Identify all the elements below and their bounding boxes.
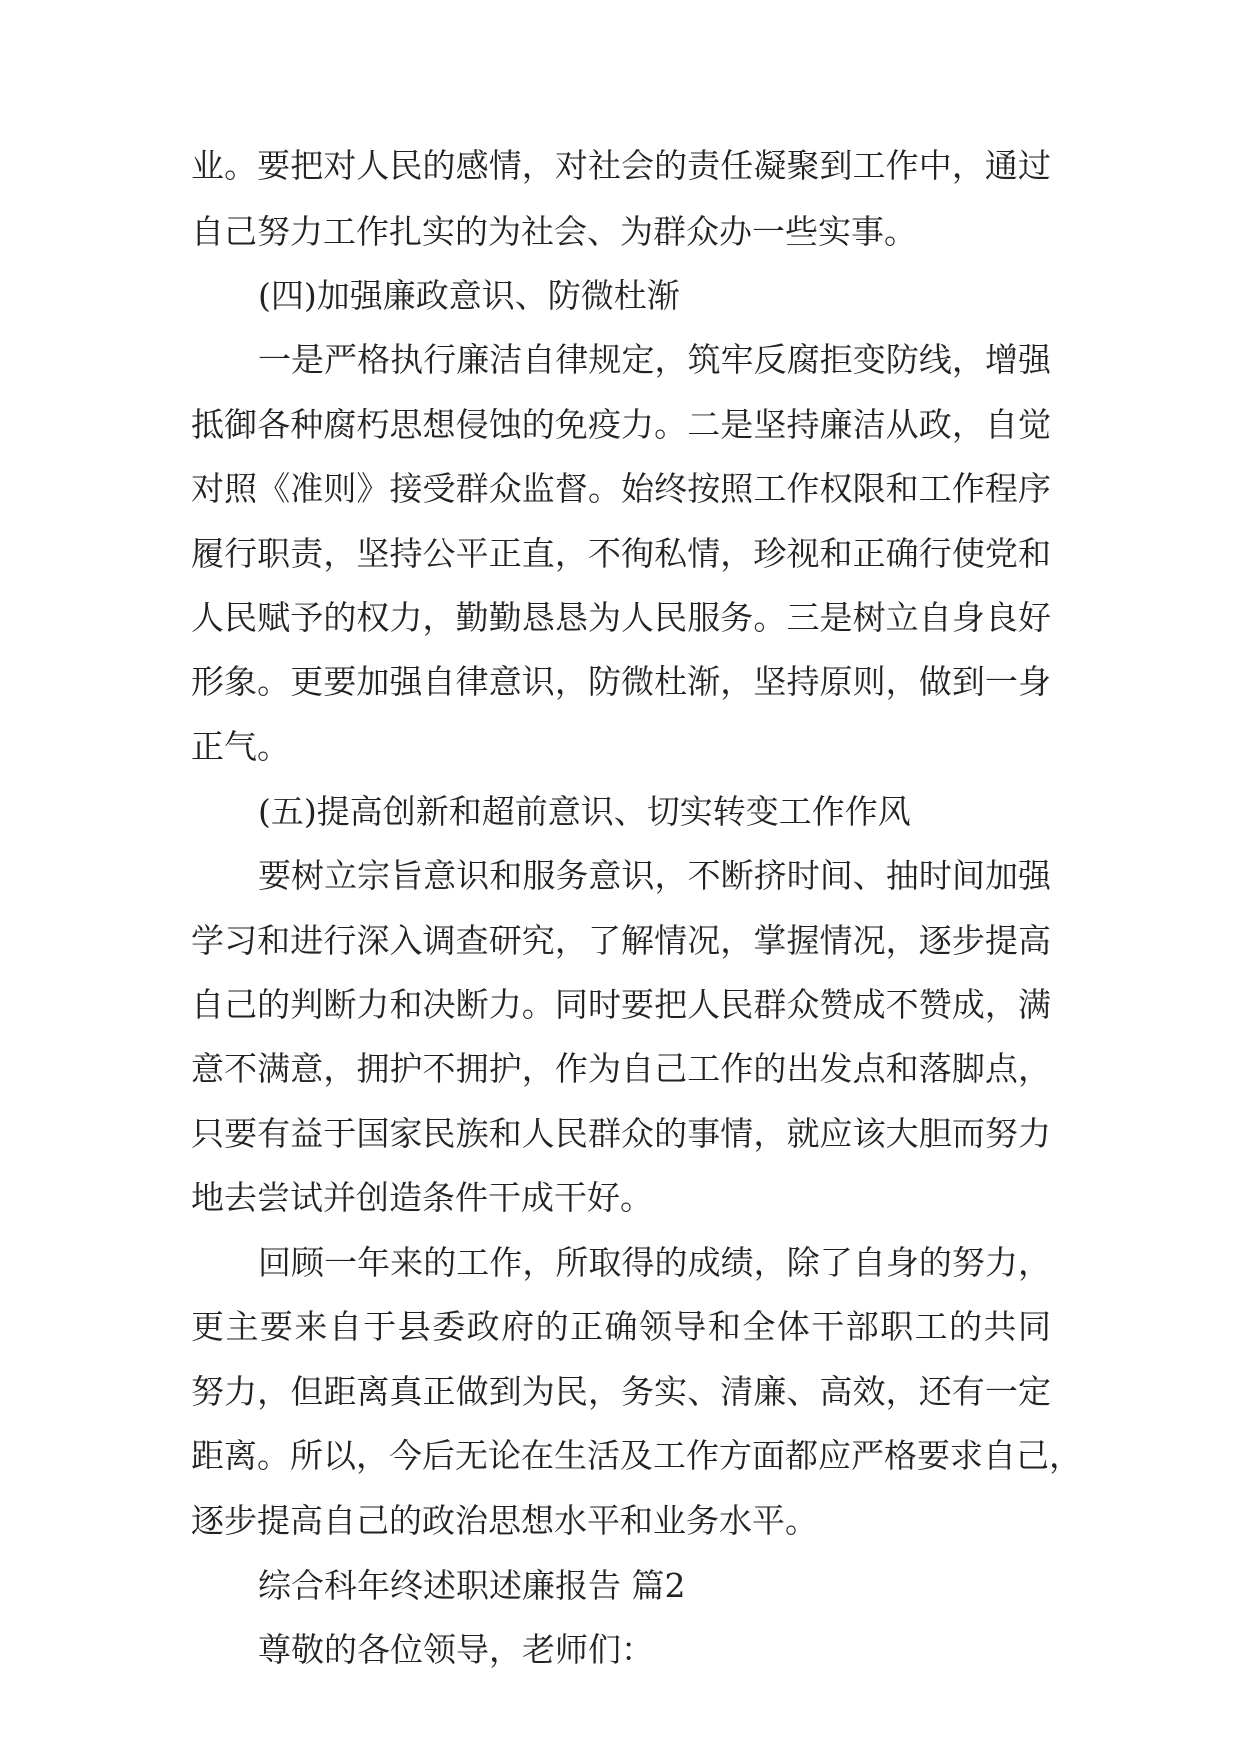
paragraph-line: 履行职责，坚持公平正直，不徇私情，珍视和正确行使党和 — [191, 534, 1051, 573]
paragraph-line: 要树立宗旨意识和服务意识，不断挤时间、抽时间加强 — [258, 856, 1051, 895]
paragraph-line: 回顾一年来的工作，所取得的成绩，除了自身的努力， — [258, 1243, 1051, 1282]
paragraph-line: 抵御各种腐朽思想侵蚀的免疫力。二是坚持廉洁从政，自觉 — [191, 405, 1051, 444]
paragraph-line: 正气。 — [191, 727, 290, 766]
paragraph-line: 距离。所以，今后无论在生活及工作方面都应严格要求自己， — [191, 1436, 1082, 1475]
paragraph-line: 努力，但距离真正做到为民，务实、清廉、高效，还有一定 — [191, 1372, 1051, 1411]
paragraph-line: 自己的判断力和决断力。同时要把人民群众赞成不赞成，满 — [191, 985, 1051, 1024]
paragraph-line: 学习和进行深入调查研究，了解情况，掌握情况，逐步提高 — [191, 921, 1051, 960]
paragraph-line: 只要有益于国家民族和人民群众的事情，就应该大胆而努力 — [191, 1114, 1051, 1153]
paragraph-line: 业。要把对人民的感情，对社会的责任凝聚到工作中，通过 — [191, 146, 1051, 185]
paragraph-line: 意不满意，拥护不拥护，作为自己工作的出发点和落脚点， — [191, 1049, 1051, 1088]
report-title: 综合科年终述职述廉报告 篇2 — [258, 1566, 686, 1605]
section-heading: (四)加强廉政意识、防微杜渐 — [258, 276, 680, 315]
section-heading: (五)提高创新和超前意识、切实转变工作作风 — [258, 792, 911, 831]
paragraph-line: 形象。更要加强自律意识，防微杜渐，坚持原则，做到一身 — [191, 662, 1051, 701]
paragraph-line: 更主要来自于县委政府的正确领导和全体干部职工的共同 — [191, 1307, 1051, 1346]
paragraph-line: 人民赋予的权力，勤勤恳恳为人民服务。三是树立自身良好 — [191, 598, 1051, 637]
paragraph-line: 一是严格执行廉洁自律规定，筑牢反腐拒变防线，增强 — [258, 340, 1051, 379]
paragraph-line: 对照《准则》接受群众监督。始终按照工作权限和工作程序 — [191, 469, 1051, 508]
salutation: 尊敬的各位领导，老师们： — [258, 1630, 654, 1669]
paragraph-line: 地去尝试并创造条件干成干好。 — [191, 1178, 653, 1217]
paragraph-line: 自己努力工作扎实的为社会、为群众办一些实事。 — [191, 212, 917, 251]
paragraph-line: 逐步提高自己的政治思想水平和业务水平。 — [191, 1501, 818, 1540]
